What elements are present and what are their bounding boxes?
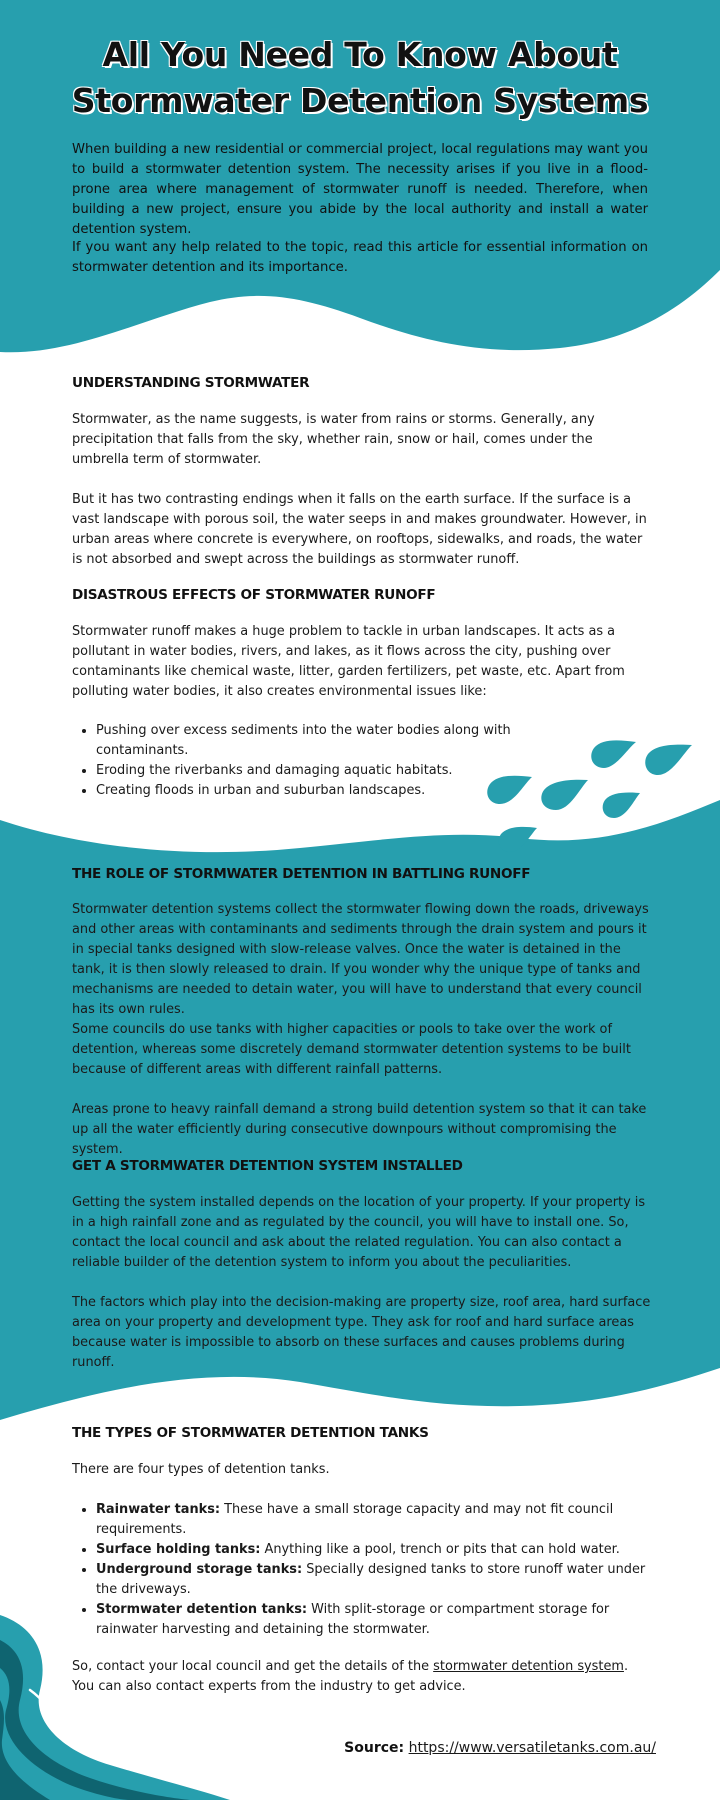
intro-paragraph-1: When building a new residential or commercial project, local regulations may want you to build a stormwater detention system. The necessity arises if you live in a flood-prone area where management of stormwater runoff is needed. Therefore, when building a new project, ensure you abide by the local authority and install a water detention system. xyxy=(72,142,648,237)
page-title xyxy=(40,32,680,124)
intro-paragraph-2: If you want any help related to the topic, read this article for essential information on stormwater detention and its importance. xyxy=(72,240,648,275)
tank-type-term: Stormwater detention tanks: xyxy=(96,1602,308,1617)
tank-type-desc: With split-storage or compartment storage for rainwater harvesting and detaining the stormwater. xyxy=(96,1602,610,1637)
heading-role-of-detention: THE ROLE OF STORMWATER DETENTION IN BATTLING RUNOFF xyxy=(72,866,531,882)
role-paragraph-1: Stormwater detention systems collect the stormwater flowing down the roads, driveways and other areas with contaminants and sediments through the drain system and pours it in special tanks designed with slow-release valves. Once the water is detained in the tank, it is then slowly released to drain. If you wonder why the unique type of tanks and mechanisms are needed to detain water, you will have to understand that every council has its own rules. xyxy=(72,902,649,1017)
list-item xyxy=(96,1540,656,1560)
closing-paragraph xyxy=(72,1657,652,1697)
types-bullet-list xyxy=(72,1500,656,1640)
tank-type-term: Underground storage tanks: xyxy=(96,1562,303,1577)
install-paragraph-1: Getting the system installed depends on the location of your property. If your property is in a high rainfall zone and as regulated by the council, you will have to install one. So, contact the local council and ask about the related regulation. You can also contact a reliable builder of the detention system to inform you about the peculiarities. xyxy=(72,1195,646,1270)
title-line-2: Stormwater Detention Systems xyxy=(71,81,649,120)
list-item xyxy=(96,1500,656,1540)
list-item: • Creating floods in urban and suburban landscapes. xyxy=(96,781,596,801)
source-label: Source: xyxy=(344,1740,405,1756)
source-line xyxy=(344,1740,656,1756)
closing-text-after: . You can also contact experts from the industry to get advice. xyxy=(72,1659,629,1694)
list-item xyxy=(96,1600,656,1640)
tank-type-desc: Anything like a pool, trench or pits that can hold water. xyxy=(260,1542,620,1557)
list-item xyxy=(96,1560,656,1600)
heading-types-of-tanks: THE TYPES OF STORMWATER DETENTION TANKS xyxy=(72,1425,429,1441)
heading-understanding-stormwater: UNDERSTANDING STORMWATER xyxy=(72,375,310,391)
stormwater-detention-system-link[interactable]: stormwater detention system xyxy=(433,1659,624,1674)
types-intro: There are four types of detention tanks. xyxy=(72,1462,330,1477)
tank-type-desc: Specially designed tanks to store runoff water under the driveways. xyxy=(96,1562,646,1597)
tank-type-desc: These have a small storage capacity and may not fit council requirements. xyxy=(96,1502,614,1537)
effects-bullet-list xyxy=(72,721,596,801)
heading-get-system-installed: GET A STORMWATER DETENTION SYSTEM INSTALLED xyxy=(72,1158,463,1174)
closing-text-before: So, contact your local council and get the details of the xyxy=(72,1659,434,1674)
heading-disastrous-effects: DISASTROUS EFFECTS OF STORMWATER RUNOFF xyxy=(72,587,436,603)
install-paragraph-2: The factors which play into the decision-making are property size, roof area, hard surface area on your property and development type. They ask for roof and hard surface areas because water is impossible to absorb on these surfaces and causes problems during runoff. xyxy=(72,1295,651,1370)
tank-type-term: Surface holding tanks: xyxy=(96,1542,261,1557)
source-url-link[interactable]: https://www.versatiletanks.com.au/ xyxy=(408,1740,656,1756)
understanding-paragraph-2: But it has two contrasting endings when it falls on the earth surface. If the surface is a vast landscape with porous soil, the water seeps in and makes groundwater. However, in urban areas where concrete is everywhere, on rooftops, sidewalks, and roads, the water is not absorbed and swept across the buildings as stormwater runoff. xyxy=(72,492,647,567)
list-item: • Pushing over excess sediments into the water bodies along with contaminants. xyxy=(96,721,596,761)
title-line-1: All You Need To Know About xyxy=(102,35,618,74)
list-item: • Eroding the riverbanks and damaging aquatic habitats. xyxy=(96,761,596,781)
role-paragraph-2: Some councils do use tanks with higher capacities or pools to take over the work of detention, whereas some discretely demand stormwater detention systems to be built because of different areas with different rainfall patterns. xyxy=(72,1022,631,1077)
tank-type-term: Rainwater tanks: xyxy=(96,1502,221,1517)
effects-paragraph: Stormwater runoff makes a huge problem to tackle in urban landscapes. It acts as a pollutant in water bodies, rivers, and lakes, as it flows across the city, pushing over contaminants like chemical waste, litter, garden fertilizers, pet waste, etc. Apart from polluting water bodies, it also creates environmental issues like: xyxy=(72,624,625,699)
understanding-paragraph-1: Stormwater, as the name suggests, is water from rains or storms. Generally, any precipitation that falls from the sky, whether rain, snow or hail, comes under the umbrella term of stormwater. xyxy=(72,412,595,467)
role-paragraph-3: Areas prone to heavy rainfall demand a strong build detention system so that it can take up all the water efficiently during consecutive downpours without compromising the system. xyxy=(72,1102,647,1157)
